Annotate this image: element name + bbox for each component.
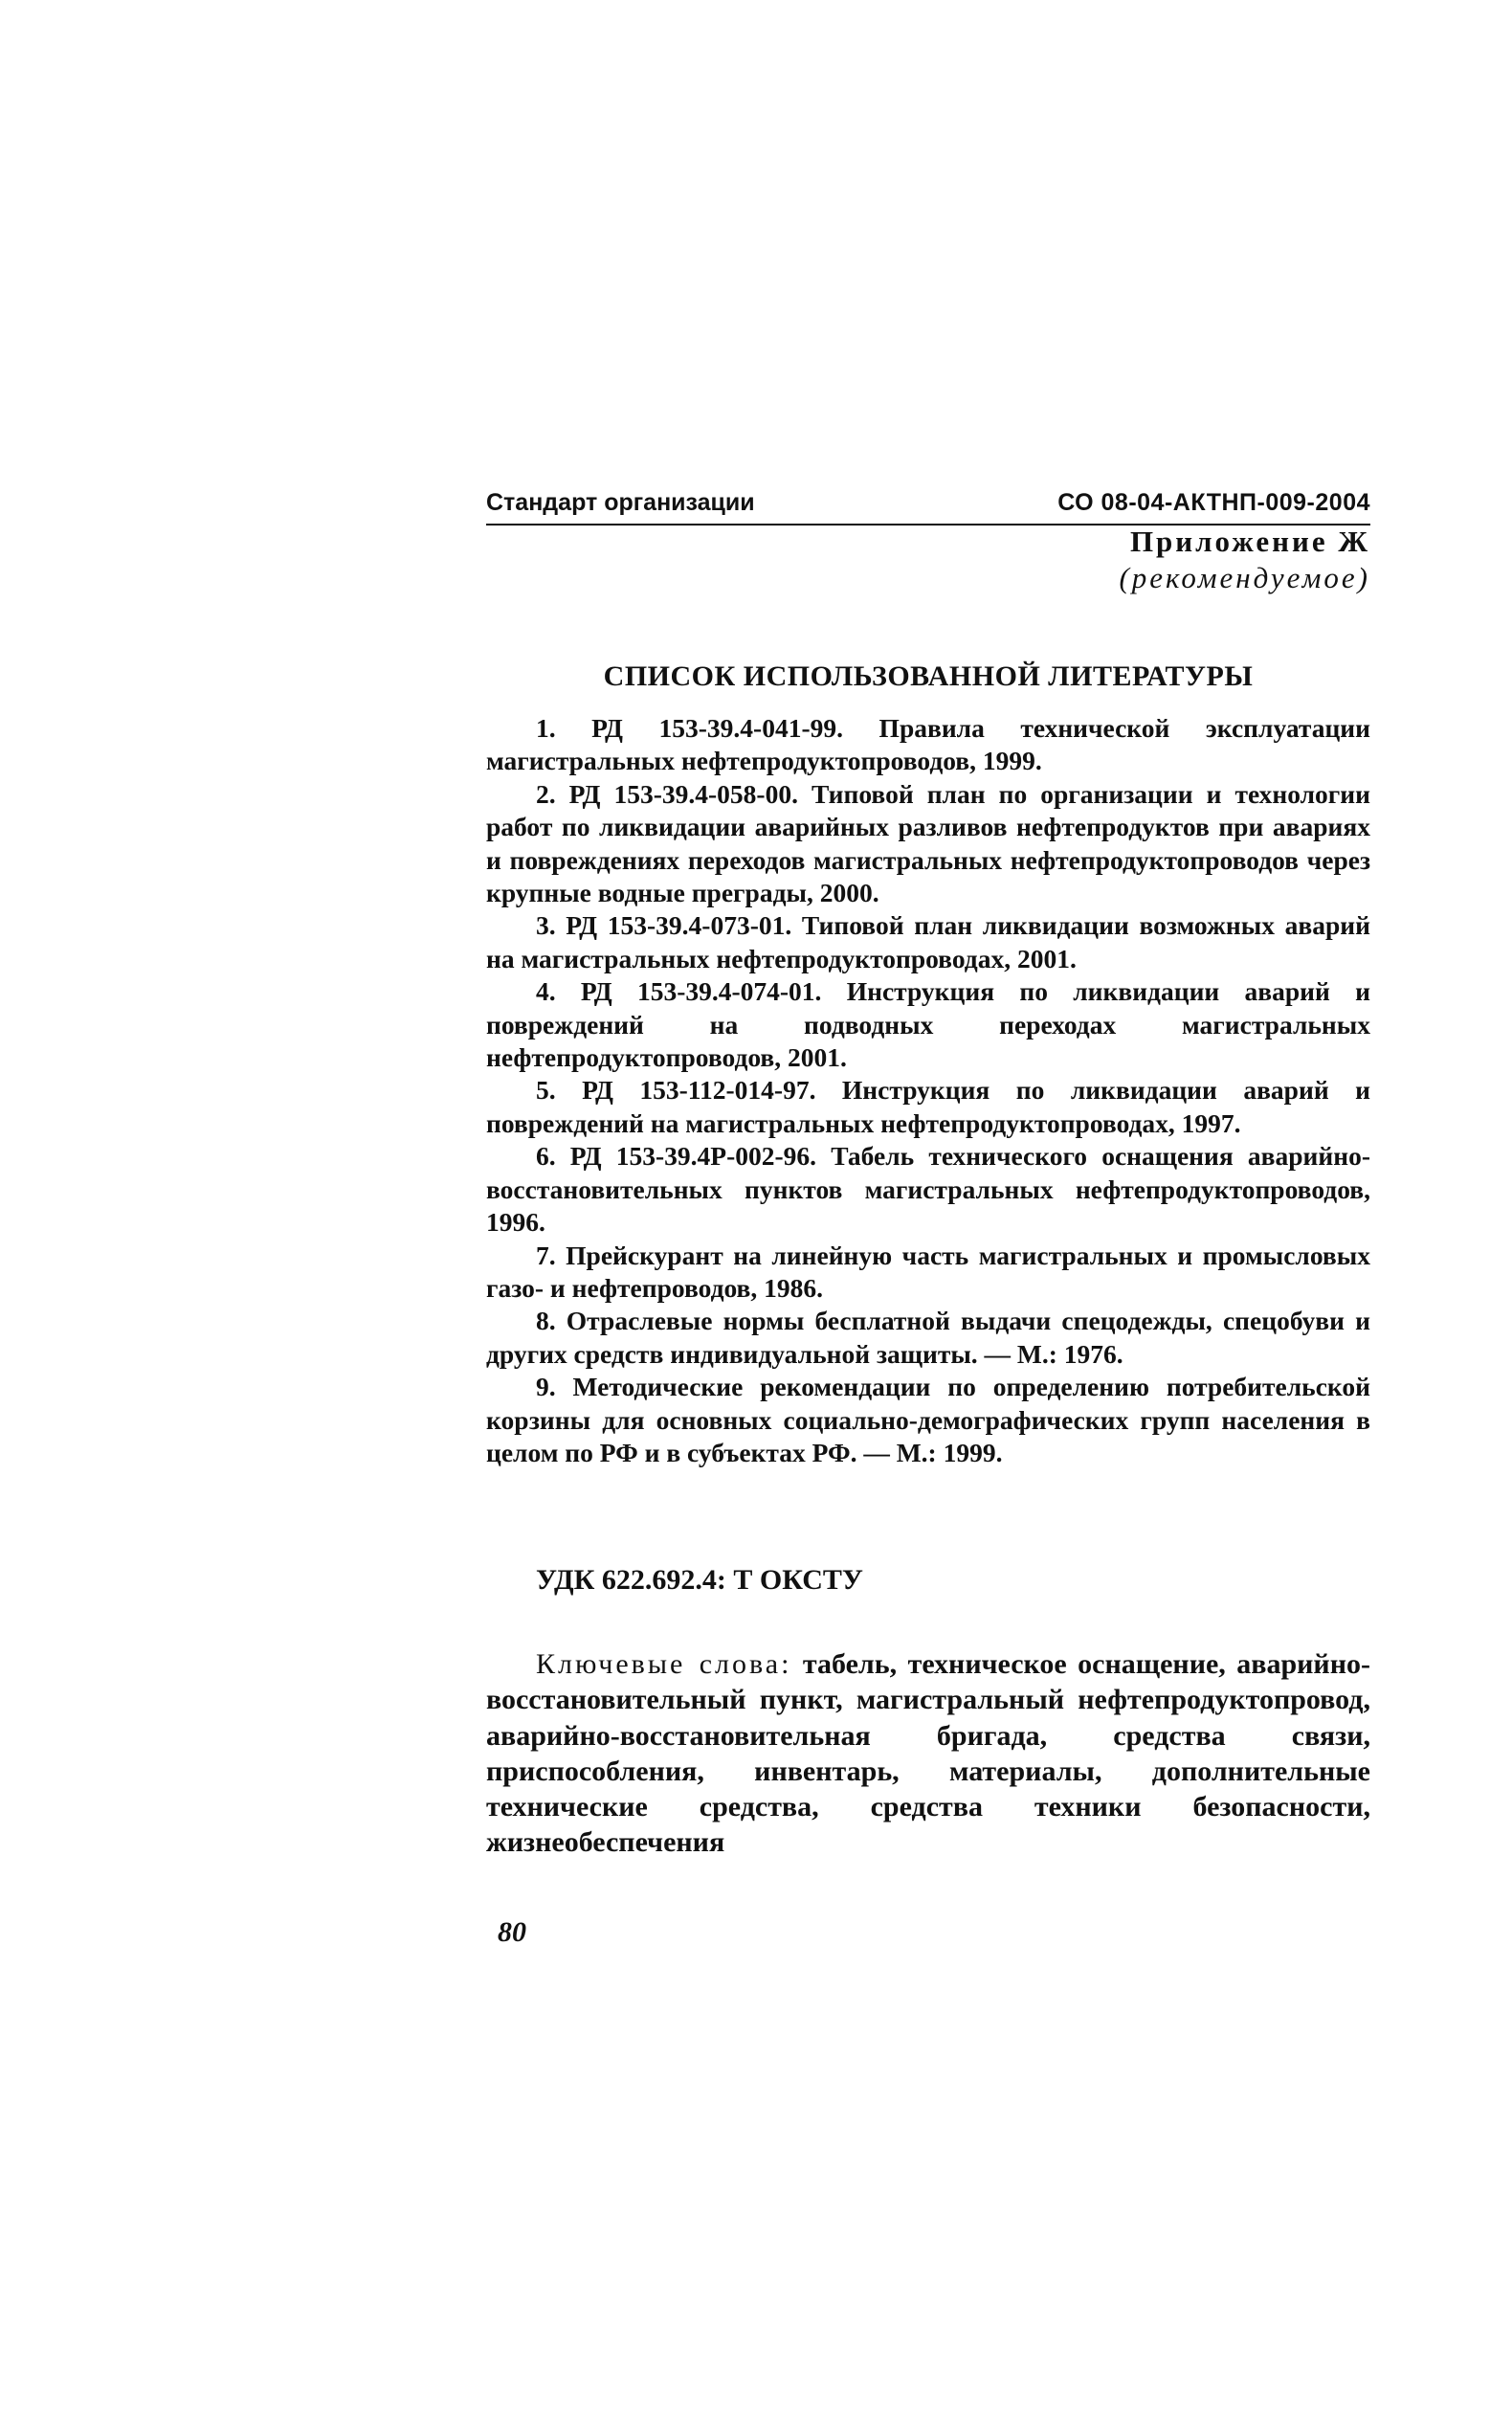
reference-item: 2. РД 153-39.4-058-00. Типовой план по организации и технологии работ по ликвидации аварийных разливов нефтепродуктов при авариях и повреждениях переходов магистральных нефтепродуктопроводов через крупные водные преграды, 2000.: [486, 778, 1370, 908]
references-list: [486, 712, 1370, 1469]
udk-code: УДК 622.692.4: Т ОКСТУ: [536, 1564, 863, 1596]
page-number: 80: [498, 1916, 526, 1948]
reference-item: 3. РД 153-39.4-073-01. Типовой план ликвидации возможных аварий на магистральных нефтепродуктопроводах, 2001.: [486, 910, 1370, 973]
keywords-label: Ключевые слова:: [536, 1648, 792, 1680]
reference-item: 6. РД 153-39.4Р-002-96. Табель технического оснащения аварийно-восстановительных пунктов магистральных нефтепродуктопроводов, 1996.: [486, 1141, 1370, 1238]
keywords-text: табель, техническое оснащение, аварийно-восстановительный пункт, магистральный нефтепродуктопровод, аварийно-восстановительная бригада, средства связи, приспособления, инвентарь, материалы, дополнительные технические средства, средства техники безопасности, жизнеобеспечения: [486, 1648, 1370, 1859]
appendix-heading: [1119, 525, 1370, 595]
reference-item: 1. РД 153-39.4-041-99. Правила технической эксплуатации магистральных нефтепродуктопроводов, 1999.: [486, 713, 1370, 776]
references-title: СПИСОК ИСПОЛЬЗОВАННОЙ ЛИТЕРАТУРЫ: [603, 660, 1254, 692]
reference-item: 4. РД 153-39.4-074-01. Инструкция по ликвидации аварий и повреждений на подводных переходах магистральных нефтепродуктопроводов, 2001.: [486, 976, 1370, 1073]
reference-item: 8. Отраслевые нормы бесплатной выдачи спецодежды, спецобуви и других средств индивидуальной защиты. — М.: 1976.: [486, 1306, 1370, 1369]
appendix-title: Приложение Ж: [1129, 525, 1370, 558]
header-organization-standard: Стандарт организации: [486, 489, 755, 516]
header-document-code: СО 08-04-АКТНП-009-2004: [1057, 489, 1370, 516]
page-header: [486, 483, 1370, 525]
appendix-subtitle: (рекомендуемое): [1119, 561, 1370, 594]
keywords-paragraph: [486, 1646, 1370, 1861]
reference-item: 7. Прейскурант на линейную часть магистральных и промысловых газо- и нефтепроводов, 1986.: [486, 1240, 1370, 1303]
reference-item: 5. РД 153-112-014-97. Инструкция по ликвидации аварий и повреждений на магистральных нефтепродуктопроводах, 1997.: [486, 1075, 1370, 1138]
reference-item: 9. Методические рекомендации по определению потребительской корзины для основных социально-демографических групп населения в целом по РФ и в субъектах РФ. — М.: 1999.: [486, 1372, 1370, 1467]
